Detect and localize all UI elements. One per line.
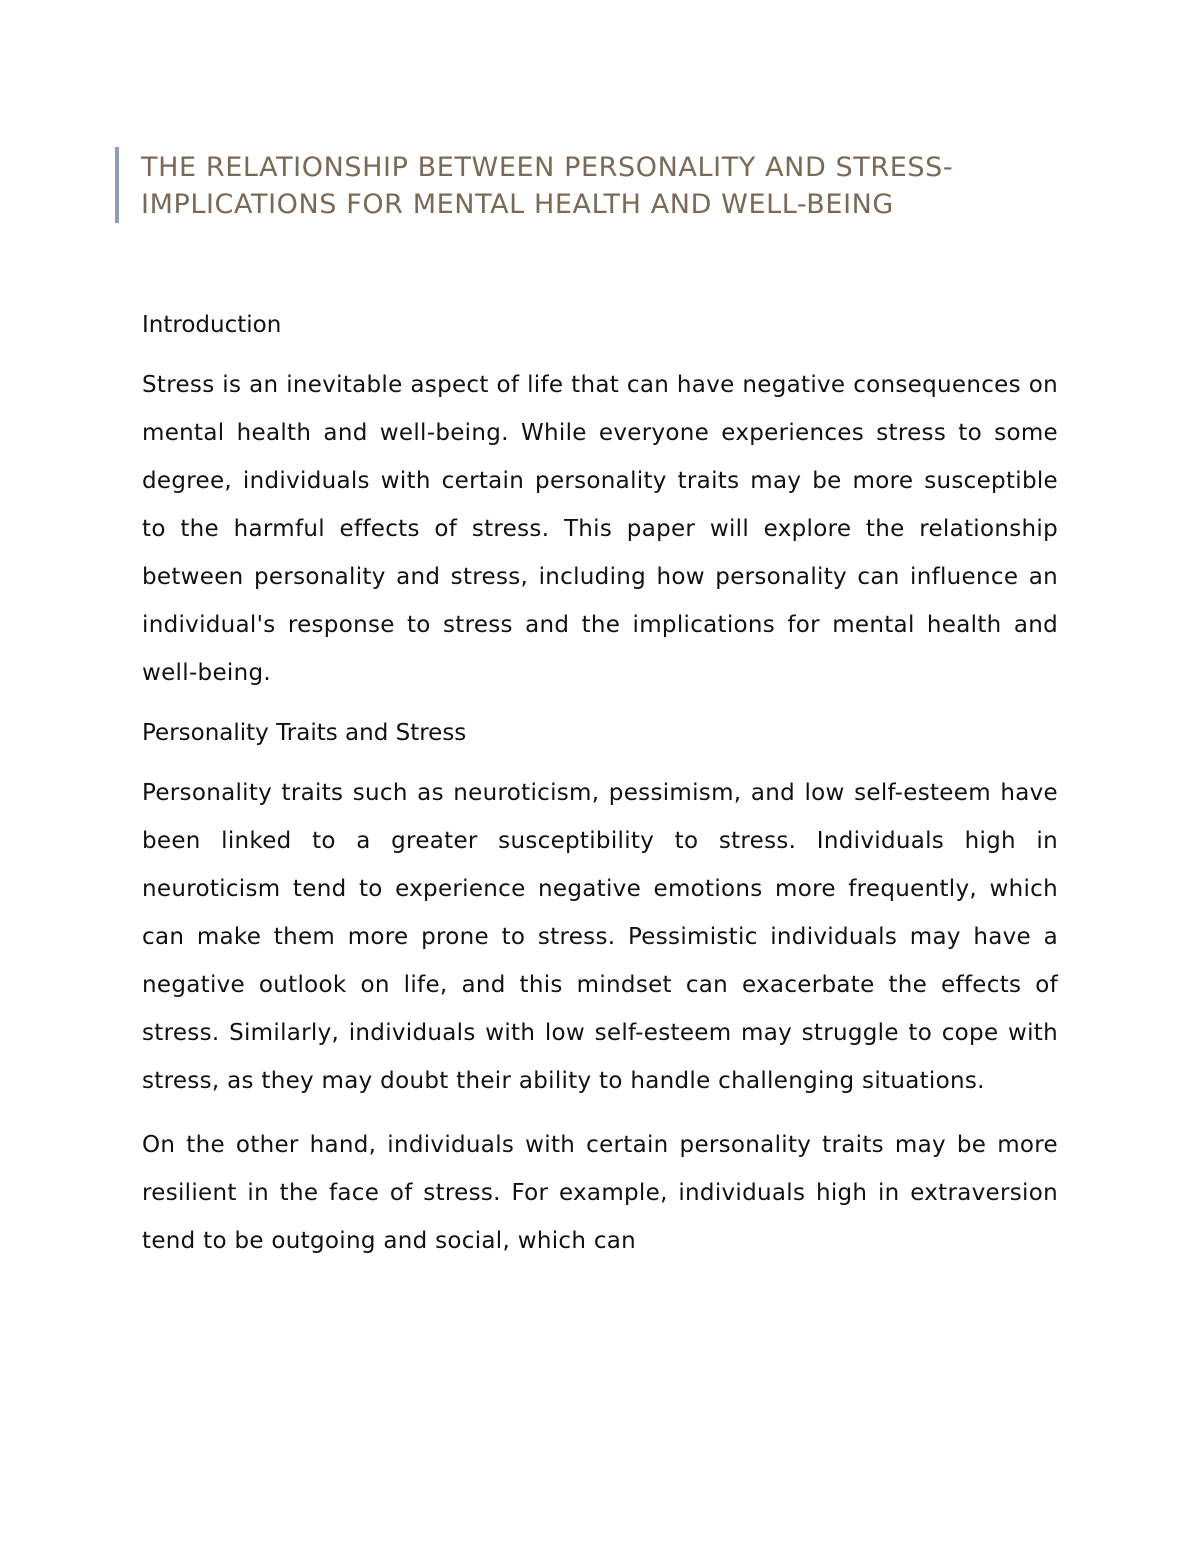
document-body: [142, 305, 1058, 1281]
document-title: THE RELATIONSHIP BETWEEN PERSONALITY AND STRESS- IMPLICATIONS FOR MENTAL HEALTH AND WELL-BEING: [141, 152, 954, 220]
introduction-paragraph: Stress is an inevitable aspect of life that can have negative consequences on mental health and well-being. While everyone experiences stress to some degree, individuals with certain personality traits may be more susceptible to the harmful effects of stress. This paper will explore the relationship between personality and stress, including how personality can influence an individual's response to stress and the implications for mental health and well-being.: [142, 372, 1058, 686]
title-block: [115, 147, 1021, 223]
personality-traits-paragraph-2: On the other hand, individuals with certain personality traits may be more resilient in the face of stress. For example, individuals high in extraversion tend to be outgoing and social, which can: [142, 1132, 1058, 1254]
personality-traits-paragraph-1: Personality traits such as neuroticism, pessimism, and low self-esteem have been linked to a greater susceptibility to stress. Individuals high in neuroticism tend to experience negative emotions more frequently, which can make them more prone to stress. Pessimistic individuals may have a negative outlook on life, and this mindset can exacerbate the effects of stress. Similarly, individuals with low self-esteem may struggle to cope with stress, as they may doubt their ability to handle challenging situations.: [142, 780, 1058, 1094]
section-heading-introduction: Introduction: [142, 312, 282, 338]
section-heading-personality-traits: Personality Traits and Stress: [142, 720, 467, 746]
